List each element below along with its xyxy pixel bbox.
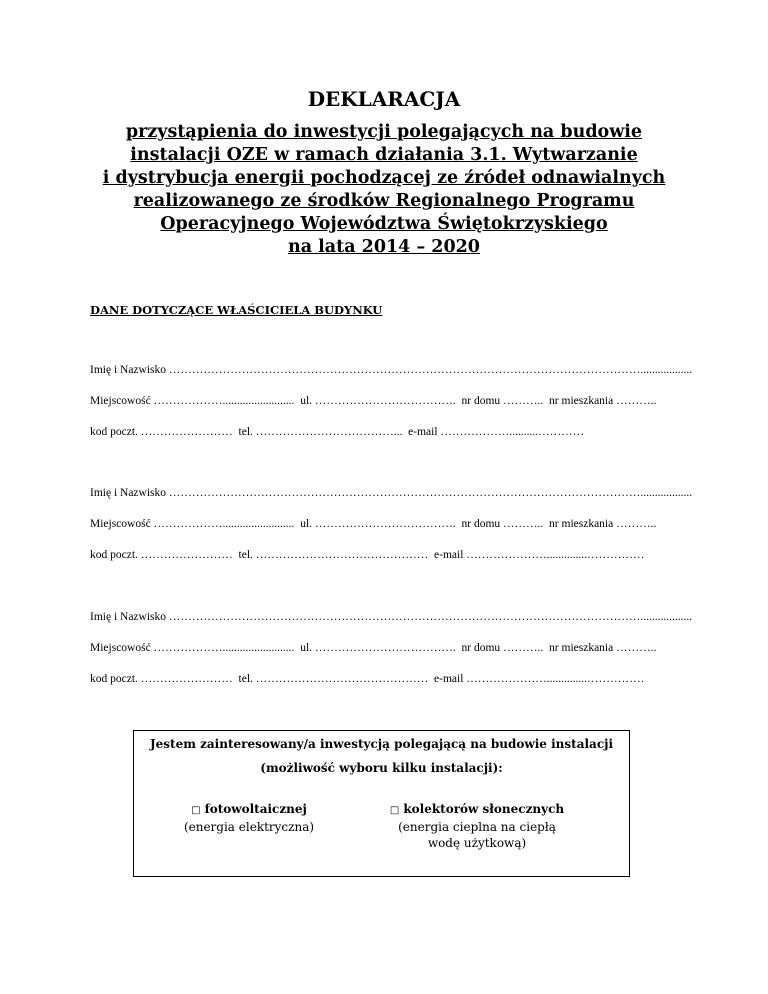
owner-3-flat-field[interactable]: nr mieszkania ……….. xyxy=(549,642,657,654)
subtitle-line: i dystrybucja energii pochodzącej ze źródeł odnawialnych xyxy=(102,168,666,188)
owner-1-tel-field[interactable]: tel. ………………………………... xyxy=(238,426,403,438)
owner-2-flat-field[interactable]: nr mieszkania ……….. xyxy=(549,518,657,530)
subtitle-line: przystąpienia do inwestycji polegających na budowie xyxy=(125,122,643,142)
document-subtitle xyxy=(84,121,684,259)
owner-1-postal-field[interactable]: kod poczt. …………………… xyxy=(90,426,233,438)
owner-1-contact-row xyxy=(90,425,584,439)
option-solar-collectors[interactable] xyxy=(382,801,572,851)
owner-3-email-field[interactable]: e-mail …………………..............…………… xyxy=(434,673,645,685)
box-heading: Jestem zainteresowany/a inwestycją polegającą na budowie instalacji xyxy=(149,737,614,751)
owner-3-tel-field[interactable]: tel. ……………………………………… xyxy=(238,673,429,685)
owner-2-tel-field[interactable]: tel. ……………………………………… xyxy=(238,549,429,561)
owner-1-city-field[interactable]: Miejscowość ………………......................... xyxy=(90,395,295,407)
owner-2-email-field[interactable]: e-mail …………………..............…………… xyxy=(434,549,645,561)
owner-2-street-field[interactable]: ul. ………………………………. xyxy=(300,518,456,530)
box-subheading: (możliwość wyboru kilku instalacji): xyxy=(260,761,503,775)
owner-2-address-row xyxy=(90,517,656,531)
option-label: kolektorów słonecznych xyxy=(403,802,565,816)
owner-2-contact-row xyxy=(90,548,645,562)
owner-1-name-field[interactable]: Imię i Nazwisko …………………………………………………………………………………………………………….................. xyxy=(90,364,693,376)
owner-1-flat-field[interactable]: nr mieszkania ……….. xyxy=(549,395,657,407)
owner-2-city-field[interactable]: Miejscowość ………………......................... xyxy=(90,518,295,530)
owner-3-contact-row xyxy=(90,672,645,686)
document-title: DEKLARACJA xyxy=(307,87,461,111)
owner-1-street-field[interactable]: ul. ………………………………. xyxy=(300,395,456,407)
owner-1-address-row xyxy=(90,394,656,408)
owner-2-house-field[interactable]: nr domu ……….. xyxy=(461,518,544,530)
owner-3-name-field[interactable]: Imię i Nazwisko …………………………………………………………………………………………………………….................. xyxy=(90,611,693,623)
owner-2-name-field[interactable]: Imię i Nazwisko …………………………………………………………………………………………………………….................. xyxy=(90,487,693,499)
owner-2-postal-field[interactable]: kod poczt. …………………… xyxy=(90,549,233,561)
owner-1-house-field[interactable]: nr domu ……….. xyxy=(461,395,544,407)
subtitle-line: realizowanego ze środków Regionalnego Programu xyxy=(133,191,635,211)
owner-1-email-field[interactable]: e-mail ………………..........………… xyxy=(408,426,585,438)
owner-3-city-field[interactable]: Miejscowość ………………......................... xyxy=(90,642,295,654)
checkbox-icon[interactable]: □ xyxy=(191,805,201,816)
option-description: (energia cieplna na ciepłą xyxy=(398,820,556,834)
subtitle-line: instalacji OZE w ramach działania 3.1. Wytwarzanie xyxy=(130,145,638,165)
subtitle-line: na lata 2014 – 2020 xyxy=(287,237,480,257)
option-description: (energia elektryczna) xyxy=(183,820,315,834)
installation-choice-box xyxy=(133,730,630,877)
owner-3-postal-field[interactable]: kod poczt. …………………… xyxy=(90,673,233,685)
option-label: fotowoltaicznej xyxy=(204,802,307,816)
section-heading: DANE DOTYCZĄCE WŁAŚCICIELA BUDYNKU xyxy=(90,303,383,317)
option-description: wodę użytkową) xyxy=(427,836,527,850)
subtitle-line: Operacyjnego Województwa Świętokrzyskiego xyxy=(160,214,608,234)
owner-3-house-field[interactable]: nr domu ……….. xyxy=(461,642,544,654)
owner-3-address-row xyxy=(90,641,656,655)
option-photovoltaic[interactable] xyxy=(164,801,334,835)
owner-3-street-field[interactable]: ul. ………………………………. xyxy=(300,642,456,654)
checkbox-icon[interactable]: □ xyxy=(389,805,400,816)
